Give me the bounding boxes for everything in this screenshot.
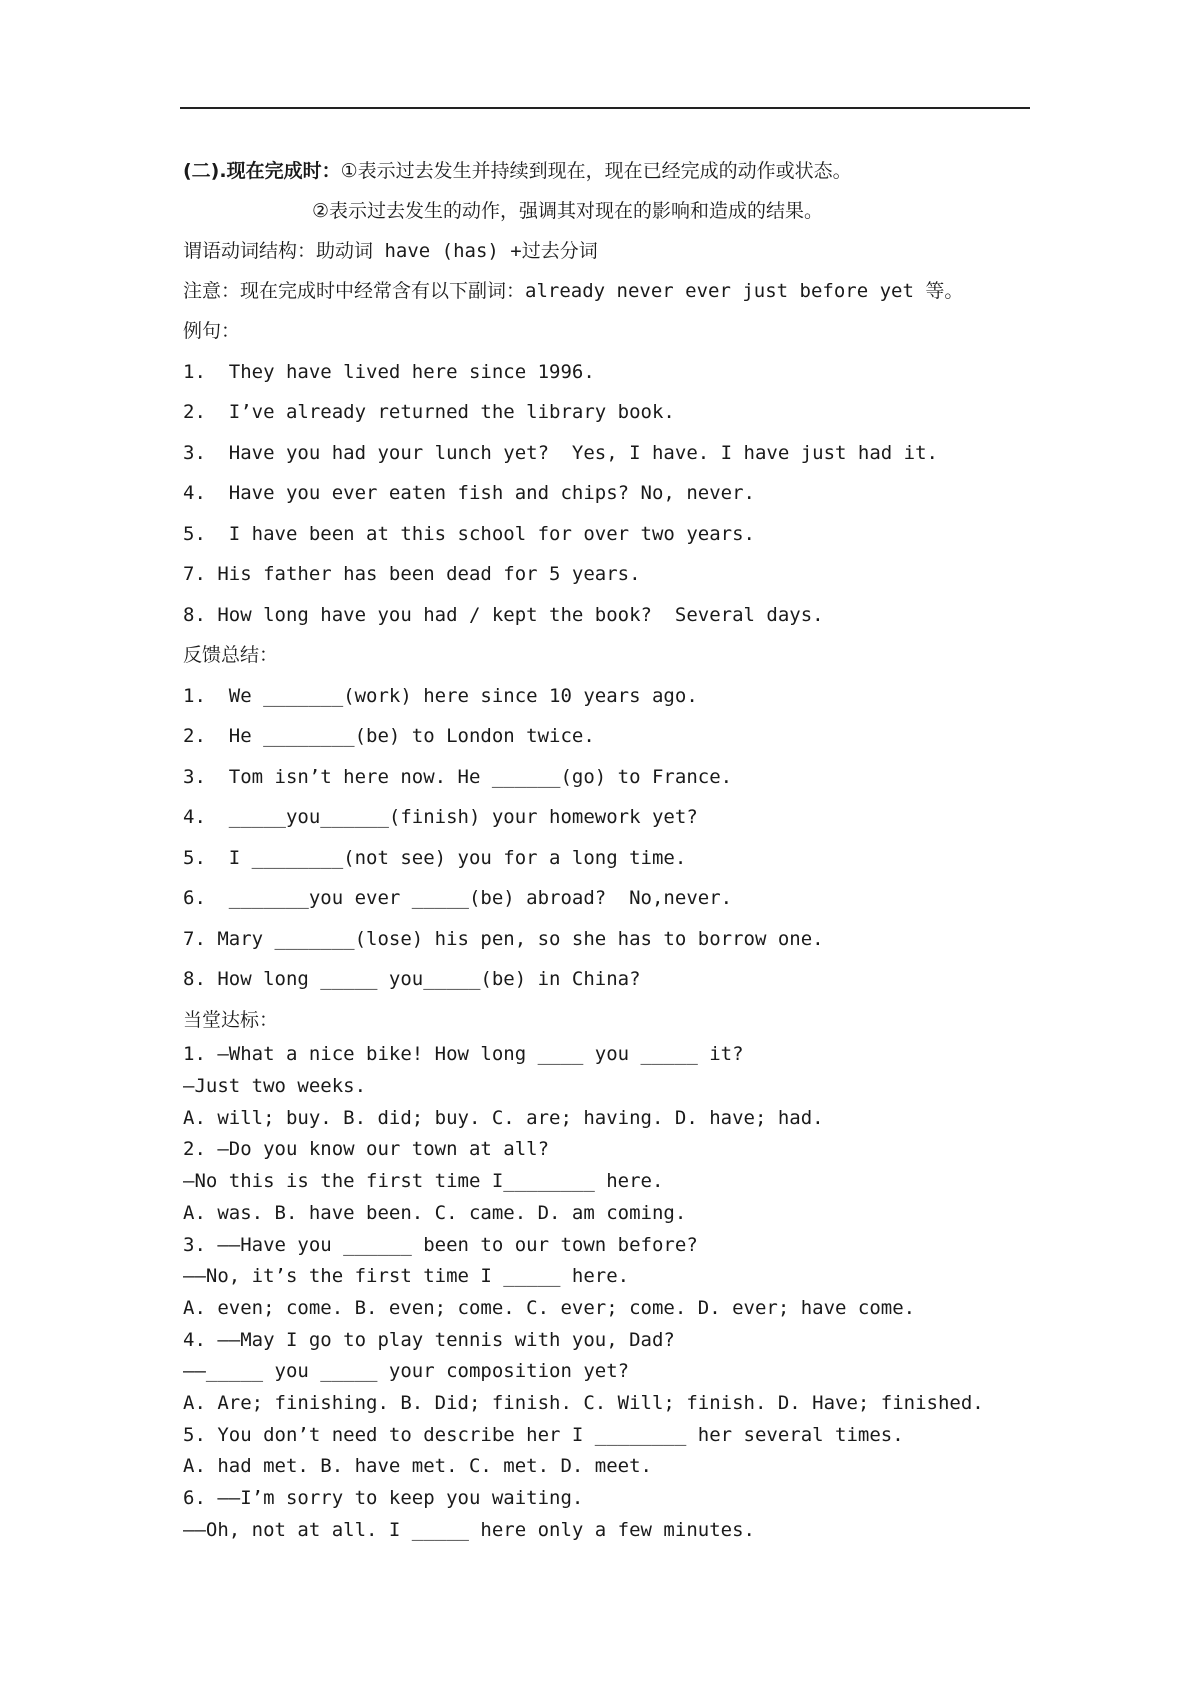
practice-line: ——No, it’s the first time I _____ here. xyxy=(183,1265,630,1287)
practice-line: ——Oh, not at all. I _____ here only a few minutes. xyxy=(183,1519,755,1541)
example-item: 3. Have you had your lunch yet? Yes, I have. I have just had it. xyxy=(183,442,938,464)
feedback-item: 5. I ________(not see) you for a long time. xyxy=(183,847,687,869)
example-item: 7. His father has been dead for 5 years. xyxy=(183,563,641,585)
header-rule xyxy=(180,107,1030,109)
practice-line: 1. —What a nice bike! How long ____ you _____ it? xyxy=(183,1043,744,1065)
examples-label: 例句： xyxy=(183,320,241,342)
practice-line: A. Are; finishing. B. Did; finish. C. Will; finish. D. Have; finished. xyxy=(183,1392,984,1414)
feedback-item: 4. _____you______(finish) your homework yet? xyxy=(183,806,698,828)
definition-1: ①表示过去发生并持续到现在，现在已经完成的动作或状态。 xyxy=(340,160,852,182)
example-item: 8. How long have you had / kept the book? Several days. xyxy=(183,604,824,626)
example-item: 5. I have been at this school for over two years. xyxy=(183,523,755,545)
feedback-item: 7. Mary _______(lose) his pen, so she has to borrow one. xyxy=(183,928,824,950)
example-item: 1. They have lived here since 1996. xyxy=(183,361,595,383)
verb-structure: 谓语动词结构：助动词 have (has) +过去分词 xyxy=(183,240,598,262)
practice-line: 3. ——Have you ______ been to our town before? xyxy=(183,1234,698,1256)
practice-line: A. had met. B. have met. C. met. D. meet. xyxy=(183,1455,652,1477)
feedback-label: 反馈总结： xyxy=(183,644,279,666)
definition-2: ②表示过去发生的动作，强调其对现在的影响和造成的结果。 xyxy=(312,200,824,222)
practice-line: 4. ——May I go to play tennis with you, Dad? xyxy=(183,1329,675,1351)
practice-line: A. was. B. have been. C. came. D. am coming. xyxy=(183,1202,687,1224)
practice-line: 2. —Do you know our town at all? xyxy=(183,1138,550,1160)
feedback-item: 8. How long _____ you_____(be) in China? xyxy=(183,968,641,990)
example-item: 4. Have you ever eaten fish and chips? No, never. xyxy=(183,482,755,504)
feedback-item: 1. We _______(work) here since 10 years ago. xyxy=(183,685,698,707)
practice-line: A. will; buy. B. did; buy. C. are; having. D. have; had. xyxy=(183,1107,824,1129)
practice-line: ——_____ you _____ your composition yet? xyxy=(183,1360,630,1382)
section-heading: (二).现在完成时： xyxy=(183,160,341,182)
feedback-item: 3. Tom isn’t here now. He ______(go) to France. xyxy=(183,766,733,788)
practice-line: —No this is the first time I________ here. xyxy=(183,1170,664,1192)
feedback-item: 2. He ________(be) to London twice. xyxy=(183,725,595,747)
practice-line: 5. You don’t need to describe her I ________ her several times. xyxy=(183,1424,904,1446)
adverb-note: 注意：现在完成时中经常含有以下副词：already never ever just before yet 等。 xyxy=(183,280,964,302)
practice-label: 当堂达标： xyxy=(183,1009,279,1031)
practice-line: 6. ——I’m sorry to keep you waiting. xyxy=(183,1487,584,1509)
section-heading-line xyxy=(183,158,852,184)
practice-line: —Just two weeks. xyxy=(183,1075,367,1097)
example-item: 2. I’ve already returned the library book. xyxy=(183,401,675,423)
feedback-item: 6. _______you ever _____(be) abroad? No,never. xyxy=(183,887,733,909)
practice-line: A. even; come. B. even; come. C. ever; come. D. ever; have come. xyxy=(183,1297,916,1319)
